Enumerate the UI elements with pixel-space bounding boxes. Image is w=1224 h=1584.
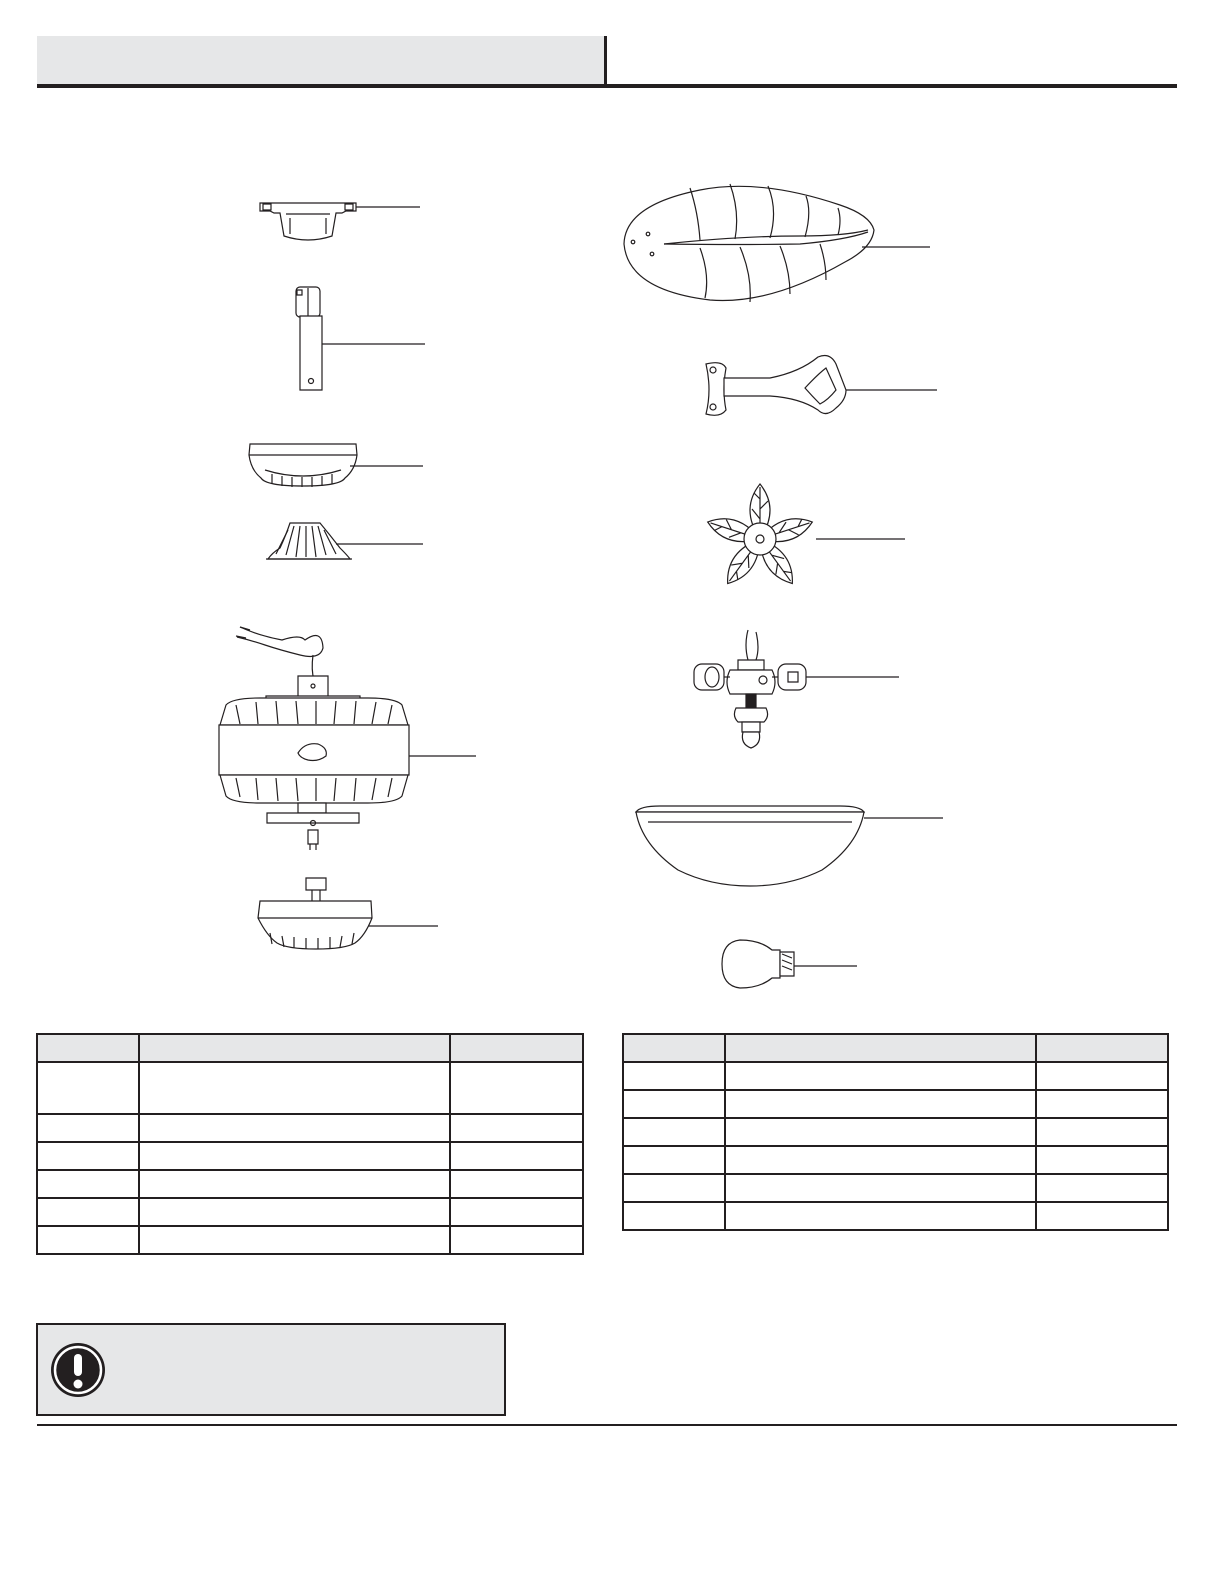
part-quantity [450,1170,583,1198]
part-quantity [1036,1174,1168,1202]
part-quantity [450,1226,583,1254]
part-quantity [450,1198,583,1226]
canopy-illustration [249,444,423,487]
part-description [725,1146,1036,1174]
footer-rule [37,1424,1177,1426]
table-row [37,1226,583,1254]
part-quantity [1036,1062,1168,1090]
motor-assembly-illustration [219,627,476,850]
decorative-leaf-cap-illustration [705,484,905,589]
switch-housing-illustration [258,878,438,949]
part-description [139,1170,450,1198]
table-row [623,1090,1168,1118]
part-letter [37,1226,139,1254]
part-description [725,1118,1036,1146]
part-quantity [450,1062,583,1114]
table-row [37,1142,583,1170]
part-description [725,1090,1036,1118]
table-row [37,1114,583,1142]
parts-table-right [622,1033,1169,1231]
part-letter [37,1198,139,1226]
part-quantity [1036,1202,1168,1230]
part-description [725,1062,1036,1090]
part-letter [37,1062,139,1114]
part-letter [37,1170,139,1198]
light-kit-illustration [694,630,899,748]
column-header-part [37,1034,139,1062]
table-row [623,1202,1168,1230]
fan-blade-illustration [624,184,930,302]
part-description [139,1198,450,1226]
part-quantity [450,1142,583,1170]
part-description [725,1174,1036,1202]
part-letter [623,1090,725,1118]
table-row [623,1174,1168,1202]
table-row [623,1118,1168,1146]
part-description [725,1202,1036,1230]
table-row [623,1062,1168,1090]
part-quantity [1036,1090,1168,1118]
part-description [139,1142,450,1170]
table-row [623,1146,1168,1174]
part-letter [623,1174,725,1202]
part-description [139,1062,450,1114]
exclamation-icon [50,1342,106,1398]
part-letter [623,1202,725,1230]
part-letter [623,1146,725,1174]
important-notice-box [36,1323,506,1416]
glass-bowl-illustration [636,806,943,886]
downrod-illustration [296,287,425,390]
part-description [139,1114,450,1142]
table-row [37,1198,583,1226]
column-header-description [139,1034,450,1062]
part-description [139,1226,450,1254]
part-letter [37,1142,139,1170]
part-letter [623,1062,725,1090]
table-row [37,1062,583,1114]
column-header-quantity [450,1034,583,1062]
column-header-quantity [1036,1034,1168,1062]
column-header-description [725,1034,1036,1062]
canopy-cover-illustration [266,523,423,559]
part-letter [37,1114,139,1142]
part-quantity [1036,1118,1168,1146]
part-quantity [450,1114,583,1142]
blade-arm-illustration [706,356,937,416]
column-header-part [623,1034,725,1062]
part-quantity [1036,1146,1168,1174]
mounting-bracket-illustration [260,203,420,240]
light-bulb-illustration [722,940,857,988]
table-header-row [623,1034,1168,1062]
parts-table-left [36,1033,584,1255]
table-row [37,1170,583,1198]
table-header-row [37,1034,583,1062]
part-letter [623,1118,725,1146]
